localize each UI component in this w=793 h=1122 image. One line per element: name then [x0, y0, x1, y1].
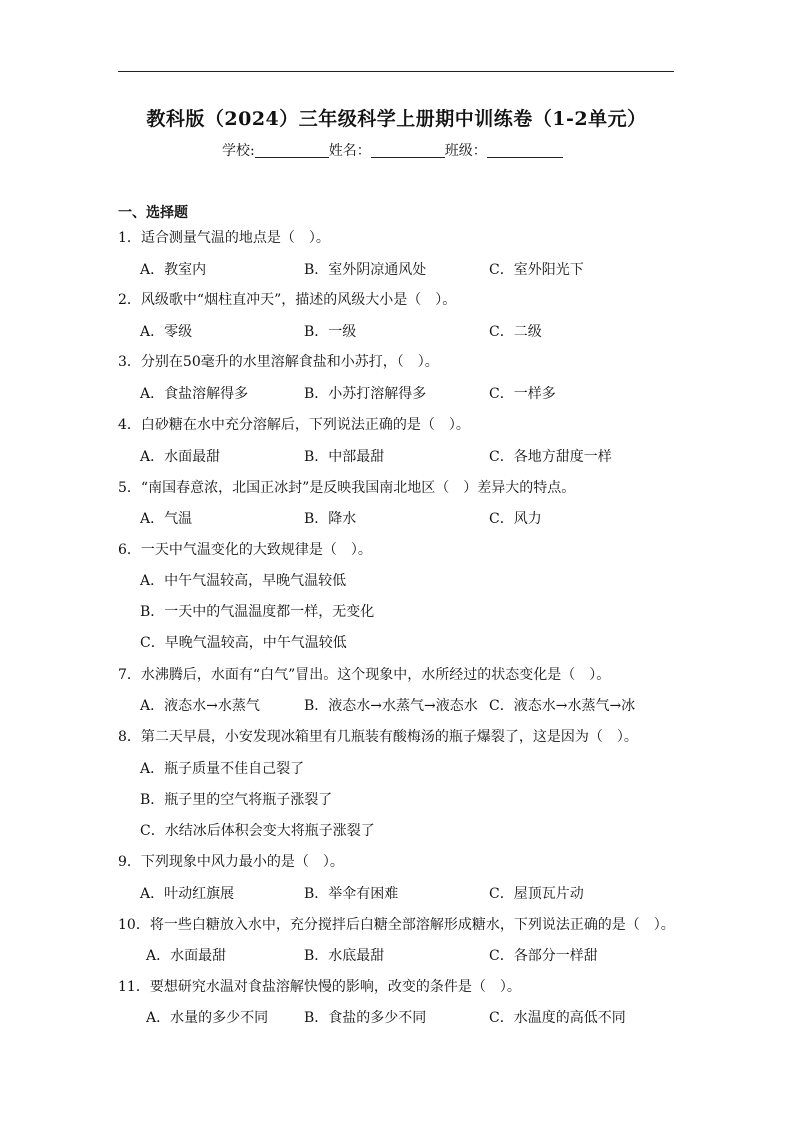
- q9-option-b: B．举伞有困难: [304, 886, 399, 902]
- q6-option-b: B．一天中的气温温度都一样，无变化: [140, 604, 375, 620]
- question-8: 8．第二天早晨，小安发现冰箱里有几瓶装有酸梅汤的瓶子爆裂了，这是因为（ ）。: [118, 729, 638, 745]
- name-blank[interactable]: [371, 143, 445, 158]
- question-10: 10．将一些白糖放入水中，充分搅拌后白糖全部溶解形成糖水，下列说法正确的是（ ）。: [118, 917, 675, 933]
- question-11: 11．要想研究水温对食盐溶解快慢的影响，改变的条件是（ ）。: [118, 979, 521, 995]
- page-title: 教科版（2024）三年级科学上册期中训练卷（1-2单元）: [146, 108, 647, 130]
- q2-option-c: C．二级: [489, 324, 542, 340]
- q1-option-b: B．室外阴凉通风处: [304, 262, 427, 278]
- question-2: 2．风级歌中“烟柱直冲天”，描述的风级大小是（ ）。: [118, 292, 457, 308]
- q1-option-c: C．室外阳光下: [489, 262, 584, 278]
- q10-option-a: A．水面最甜: [146, 948, 227, 964]
- school-blank[interactable]: [255, 143, 329, 158]
- q11-option-b: B．食盐的多少不同: [304, 1010, 427, 1026]
- q8-option-a: A．瓶子质量不佳自己裂了: [140, 761, 305, 777]
- question-1: 1．适合测量气温的地点是（ ）。: [118, 230, 330, 246]
- q2-option-b: B．一级: [304, 324, 357, 340]
- q3-option-b: B．小苏打溶解得多: [304, 386, 427, 402]
- q8-option-b: B．瓶子里的空气将瓶子涨裂了: [140, 792, 333, 808]
- q6-option-a: A．中午气温较高，早晚气温较低: [140, 573, 347, 589]
- q7-option-c: C．液态水→水蒸气→冰: [489, 698, 636, 714]
- q1-option-a: A．教室内: [140, 262, 207, 278]
- student-info-line: [222, 140, 563, 160]
- q5-option-b: B．降水: [304, 511, 357, 527]
- question-4: 4．白砂糖在水中充分溶解后，下列说法正确的是（ ）。: [118, 417, 470, 433]
- q3-option-c: C．一样多: [489, 386, 556, 402]
- q10-option-b: B．水底最甜: [304, 948, 385, 964]
- q2-option-a: A．零级: [140, 324, 193, 340]
- section-heading: 一、选择题: [118, 205, 188, 221]
- q7-option-b: B．液态水→水蒸气→液态水: [304, 698, 478, 714]
- q11-option-a: A．水量的多少不同: [146, 1010, 269, 1026]
- question-6: 6．一天中气温变化的大致规律是（ ）。: [118, 542, 372, 558]
- q4-option-a: A．水面最甜: [140, 449, 221, 465]
- class-blank[interactable]: [487, 143, 563, 158]
- q3-option-a: A．食盐溶解得多: [140, 386, 249, 402]
- q9-option-a: A．叶动红旗展: [140, 886, 235, 902]
- header-rule: [118, 71, 674, 72]
- q5-option-c: C．风力: [489, 511, 542, 527]
- question-3: 3．分别在50毫升的水里溶解食盐和小苏打，（ ）。: [118, 354, 439, 370]
- q11-option-c: C．水温度的高低不同: [489, 1010, 626, 1026]
- q7-option-a: A．液态水→水蒸气: [140, 698, 260, 714]
- q10-option-c: C．各部分一样甜: [489, 948, 598, 964]
- q6-option-c: C．早晚气温较高，中午气温较低: [140, 635, 347, 651]
- question-7: 7．水沸腾后，水面有“白气”冒出。这个现象中，水所经过的状态变化是（ ）。: [118, 667, 611, 683]
- name-label: 姓名：: [328, 143, 371, 159]
- class-label: 班级：: [444, 143, 487, 159]
- q5-option-a: A．气温: [140, 511, 193, 527]
- school-label: 学校:: [222, 143, 255, 159]
- q4-option-c: C．各地方甜度一样: [489, 449, 612, 465]
- q9-option-c: C．屋顶瓦片动: [489, 886, 584, 902]
- q8-option-c: C．水结冰后体积会变大将瓶子涨裂了: [140, 823, 375, 839]
- question-9: 9．下列现象中风力最小的是（ ）。: [118, 854, 344, 870]
- q4-option-b: B．中部最甜: [304, 449, 385, 465]
- question-5: 5．“南国春意浓，北国正冰封”是反映我国南北地区（ ）差异大的特点。: [118, 480, 576, 496]
